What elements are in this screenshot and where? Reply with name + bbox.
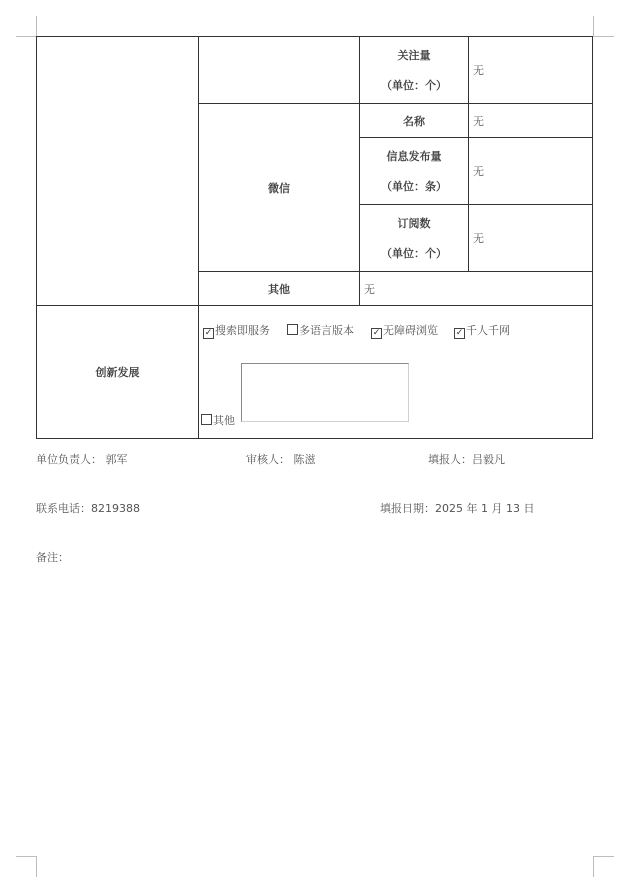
reviewer-name: 陈滋 <box>293 453 316 466</box>
follow-label: 关注量 <box>397 49 431 62</box>
date-label: 填报日期： <box>380 502 435 515</box>
option-label: 多语言版本 <box>299 324 354 337</box>
filler-line <box>428 451 505 467</box>
report-table <box>36 36 593 439</box>
other-text-input[interactable] <box>241 363 409 422</box>
checkbox-icon[interactable] <box>201 414 212 425</box>
innovation-options <box>199 306 592 437</box>
name-label: 名称 <box>360 104 469 138</box>
other-value[interactable]: 无 <box>360 272 593 306</box>
wechat-label: 微信 <box>199 104 360 272</box>
name-value[interactable]: 无 <box>469 104 593 138</box>
follow-unit: （单位：个） <box>381 79 447 92</box>
subscribe-label-cell <box>360 205 469 272</box>
option-accessibility[interactable] <box>371 322 438 338</box>
innovation-options-cell <box>199 306 593 439</box>
publish-label: 信息发布量 <box>386 150 442 163</box>
table-row <box>37 306 593 439</box>
reviewer-label: 审核人： <box>246 453 290 466</box>
option-label: 搜索即服务 <box>215 324 270 337</box>
option-multilingual[interactable] <box>287 322 354 338</box>
leader-label: 单位负责人： <box>36 453 102 466</box>
innovation-label: 创新发展 <box>37 306 199 439</box>
crop-mark-top-right <box>593 16 614 37</box>
remark-label: 备注： <box>36 551 69 564</box>
subscribe-unit: （单位：个） <box>381 247 447 260</box>
leader-line <box>36 451 128 467</box>
option-label: 无障碍浏览 <box>383 324 438 337</box>
filler-name: 吕毅凡 <box>472 453 505 466</box>
subscribe-value[interactable]: 无 <box>469 205 593 272</box>
checkbox-icon[interactable] <box>287 324 298 335</box>
option-label: 千人千网 <box>466 324 510 337</box>
option-label: 其他 <box>213 414 235 427</box>
option-search-service[interactable] <box>203 322 270 338</box>
checkbox-icon[interactable]: ✓ <box>204 328 213 338</box>
subscribe-label: 订阅数 <box>397 217 431 230</box>
date-line <box>380 500 534 516</box>
date-value: 2025 年 1 月 13 日 <box>435 502 535 515</box>
checkbox-icon[interactable]: ✓ <box>372 328 381 338</box>
crop-mark-bottom-left <box>16 856 37 877</box>
other-label: 其他 <box>199 272 360 306</box>
blank-category-cell <box>37 37 199 306</box>
publish-label-cell <box>360 138 469 205</box>
publish-value[interactable]: 无 <box>469 138 593 205</box>
follow-value[interactable]: 无 <box>469 37 593 104</box>
reviewer-line <box>246 451 316 467</box>
table-row <box>37 37 593 104</box>
leader-name: 郭军 <box>105 453 128 466</box>
follow-label-cell <box>360 37 469 104</box>
blank-platform-cell <box>199 37 360 104</box>
option-other[interactable] <box>201 412 235 428</box>
checkbox-icon[interactable]: ✓ <box>455 328 464 338</box>
crop-mark-bottom-right <box>593 856 614 877</box>
crop-mark-top-left <box>16 16 37 37</box>
phone-line <box>36 500 140 516</box>
filler-label: 填报人： <box>428 453 472 466</box>
publish-unit: （单位：条） <box>381 180 447 193</box>
phone-label: 联系电话： <box>36 502 91 515</box>
phone-value: 8219388 <box>91 502 140 515</box>
option-personalized[interactable] <box>454 322 510 338</box>
